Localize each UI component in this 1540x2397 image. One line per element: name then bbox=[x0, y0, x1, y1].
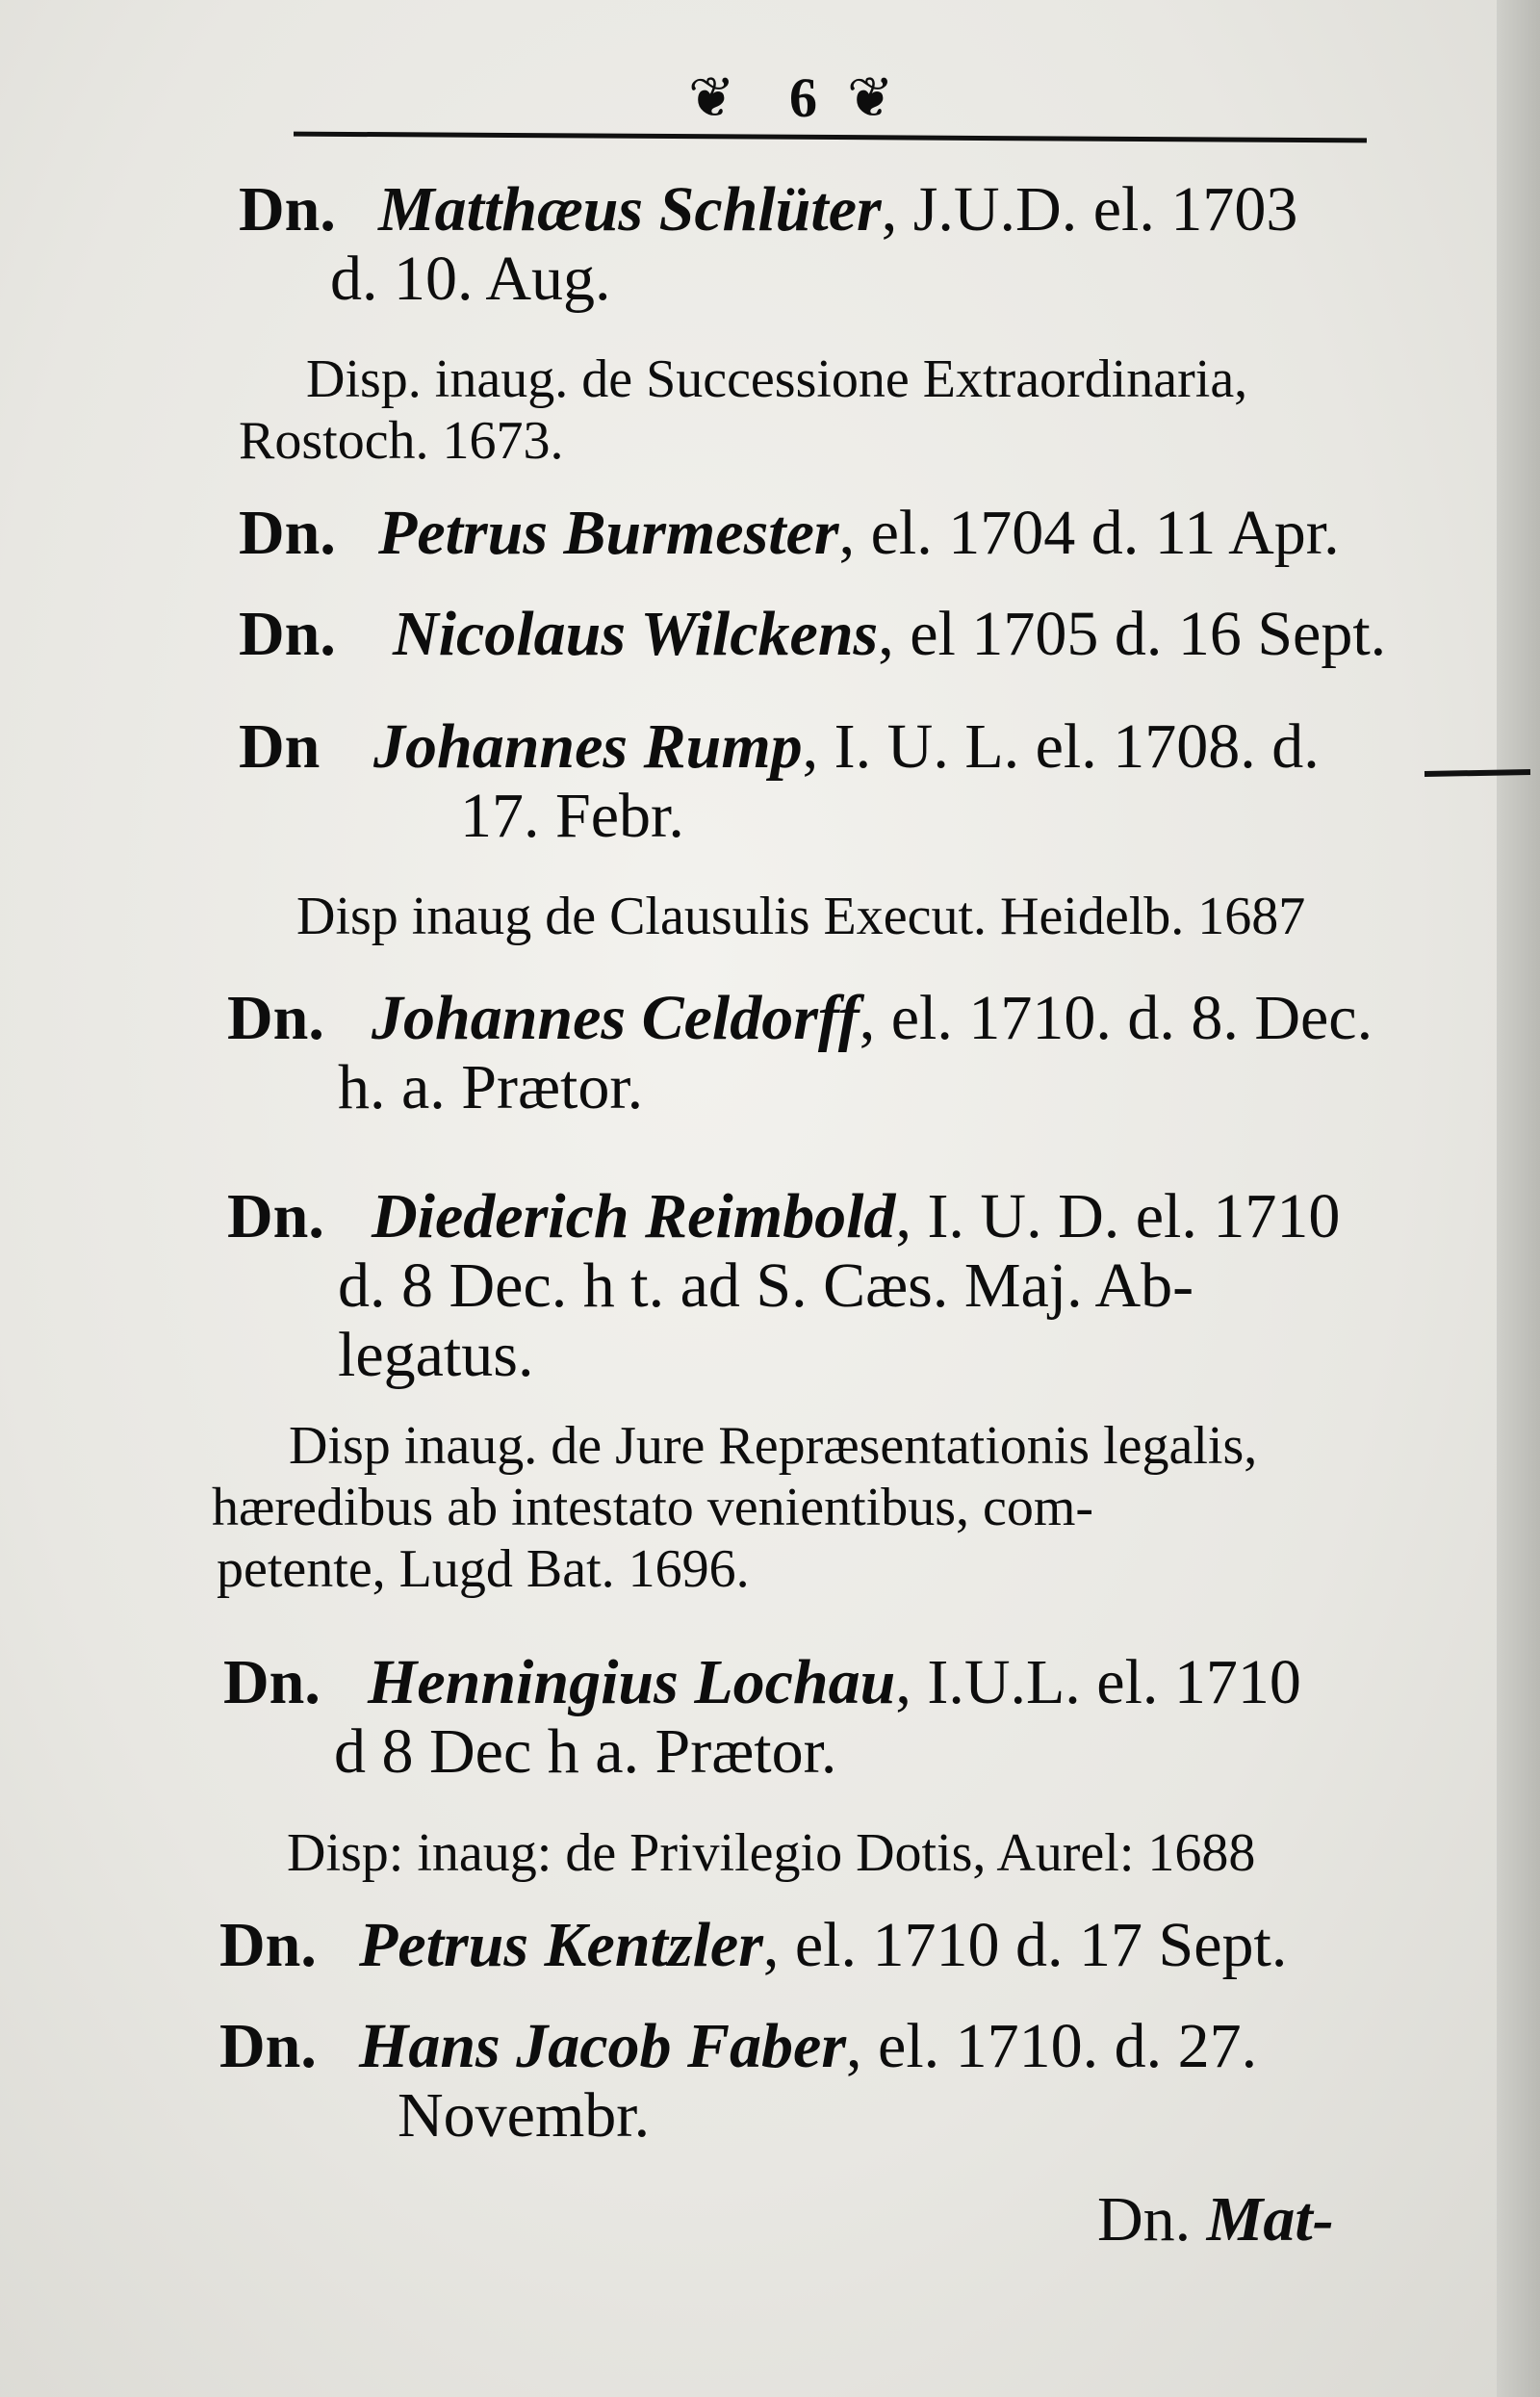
person-name: Henningius Lochau bbox=[368, 1647, 896, 1717]
entry-continuation: legatus. bbox=[338, 1320, 534, 1390]
entry-celdorff bbox=[227, 984, 1373, 1122]
book-spine bbox=[1497, 0, 1540, 2397]
entry-rump bbox=[239, 712, 1320, 851]
entry-details: , I. U. D. el. 1710 bbox=[895, 1181, 1341, 1251]
entry-reimbold bbox=[227, 1182, 1340, 1390]
entry-details: , I. U. L. el. 1708. d. bbox=[802, 711, 1320, 782]
entry-details: , I.U.L. el. 1710 bbox=[895, 1647, 1301, 1717]
entry-kentzler bbox=[219, 1911, 1287, 1980]
dn-prefix: Dn. bbox=[239, 599, 336, 669]
disputation-reimbold bbox=[212, 1415, 1258, 1600]
disputation-line: Disp inaug de Clausulis Execut. Heidelb. 1687 bbox=[296, 887, 1306, 946]
entry-continuation: 17. Febr. bbox=[460, 781, 684, 851]
entry-continuation: d. 10. Aug. bbox=[330, 244, 611, 314]
disputation-rump bbox=[296, 886, 1305, 947]
disputation-line: hæredibus ab intestato venientibus, com- bbox=[212, 1478, 1094, 1537]
disputation-line: Disp: inaug: de Privilegio Dotis, Aurel: 1688 bbox=[287, 1823, 1256, 1883]
entry-details: , el. 1710 d. 17 Sept. bbox=[762, 1910, 1288, 1980]
dn-prefix: Dn. bbox=[227, 1181, 324, 1251]
catchword-dn: Dn. bbox=[1097, 2184, 1192, 2255]
dn-prefix: Dn. bbox=[223, 1647, 321, 1717]
dn-prefix: Dn. bbox=[239, 174, 336, 245]
person-name: Nicolaus Wilckens bbox=[393, 599, 879, 669]
person-name: Diederich Reimbold bbox=[372, 1181, 896, 1251]
entry-details: , el. 1704 d. 11 Apr. bbox=[838, 498, 1340, 568]
disputation-line: Disp inaug. de Jure Repræsentationis legalis, bbox=[289, 1416, 1258, 1476]
person-name: Johannes Rump bbox=[373, 711, 803, 782]
entry-details: , J.U.D. el. 1703 bbox=[881, 174, 1298, 245]
entry-schlueter bbox=[239, 175, 1297, 314]
disputation-line: Disp. inaug. de Successione Extraordinaria, bbox=[306, 349, 1248, 409]
dn-prefix: Dn. bbox=[239, 498, 336, 568]
ornament-right-icon: ❦ bbox=[847, 64, 894, 130]
entry-continuation: h. a. Prætor. bbox=[338, 1052, 644, 1122]
catchword bbox=[1097, 2185, 1334, 2255]
catchword-text: Mat- bbox=[1206, 2184, 1334, 2255]
person-name: Petrus Kentzler bbox=[359, 1910, 763, 1980]
person-name: Hans Jacob Faber bbox=[359, 2011, 847, 2081]
entry-wilckens bbox=[239, 600, 1386, 669]
person-name: Johannes Celdorff bbox=[372, 983, 860, 1053]
entry-burmester bbox=[239, 499, 1340, 568]
disputation-line: Rostoch. 1673. bbox=[239, 411, 564, 471]
entry-details: , el 1705 d. 16 Sept. bbox=[878, 599, 1387, 669]
person-name: Matthæus Schlüter bbox=[378, 174, 882, 245]
person-name: Petrus Burmester bbox=[378, 498, 839, 568]
entry-details: , el. 1710. d. 27. bbox=[846, 2011, 1258, 2081]
dn-prefix: Dn. bbox=[227, 983, 324, 1053]
dn-prefix: Dn bbox=[239, 711, 321, 782]
entry-lochau bbox=[223, 1648, 1301, 1787]
entry-continuation: Novembr. bbox=[398, 2080, 651, 2151]
page-header bbox=[0, 58, 1540, 144]
ornament-left-icon: ❦ bbox=[688, 64, 735, 130]
entry-details: , el. 1710. d. 8. Dec. bbox=[859, 983, 1373, 1053]
entry-continuation: d. 8 Dec. h t. ad S. Cæs. Maj. Ab- bbox=[338, 1250, 1194, 1321]
disputation-lochau bbox=[287, 1822, 1255, 1884]
disputation-schlueter bbox=[239, 348, 1248, 472]
entry-continuation: d 8 Dec h a. Prætor. bbox=[334, 1716, 837, 1787]
dn-prefix: Dn. bbox=[219, 1910, 317, 1980]
disputation-line: petente, Lugd Bat. 1696. bbox=[217, 1539, 750, 1599]
entry-faber bbox=[219, 2012, 1257, 2151]
dn-prefix: Dn. bbox=[219, 2011, 317, 2081]
page-number: 6 bbox=[789, 66, 817, 129]
